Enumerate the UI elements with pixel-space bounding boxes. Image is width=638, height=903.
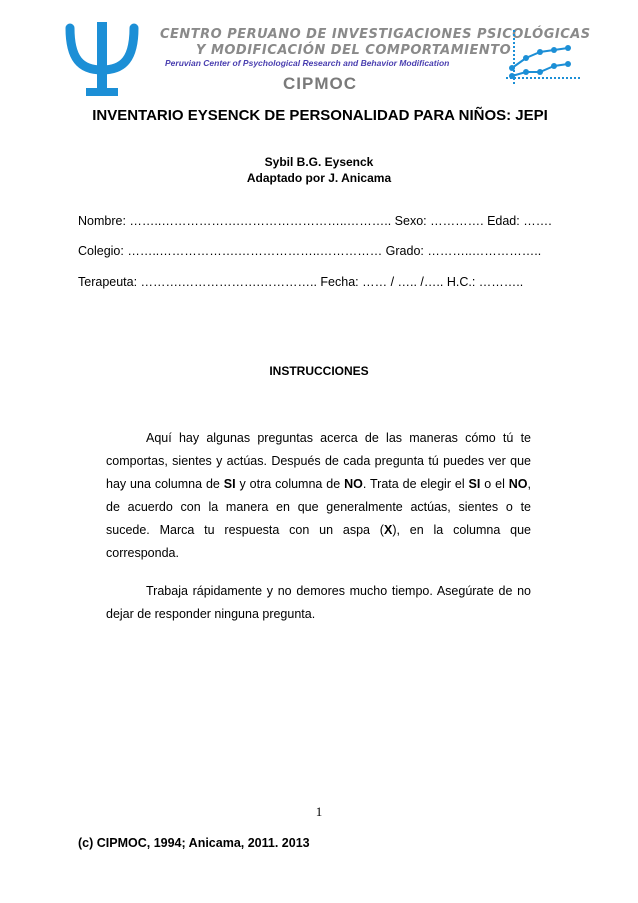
instr-text: Aquí hay algunas preguntas acerca de las maneras cómo tú te comportas, sientes y actúas. Después de cada pregunta tú puedes ver que hay una columna de [106, 431, 531, 491]
org-name-english: Peruvian Center of Psychological Research and Behavior Modification [165, 58, 450, 68]
adapted-by: Adaptado por J. Anicama [246, 171, 392, 185]
si-emphasis: SI [223, 477, 236, 491]
letterhead [0, 0, 638, 100]
instr-text: , de acuerdo con la manera en que generalmente actúas, sientes o te sucede. Marca tu respuesta con un aspa ( [106, 477, 531, 537]
instr-text: y otra columna de [235, 477, 345, 491]
no-emphasis: NO [344, 477, 363, 491]
form-line-terapeuta: Terapeuta: ……….……………….………….. Fecha: …… / ….. /….. H.C.: ……….. [78, 275, 524, 289]
instr-text: . Trata de elegir el [362, 477, 469, 491]
cipmoc-logo-text: CIPMOC [283, 74, 357, 93]
growth-chart-icon [498, 28, 582, 90]
form-line-nombre: Nombre: ……..……………….……………………..……….. Sexo: …………. Edad: ……. [78, 214, 552, 228]
instr-text: ), en la columna que corresponda. [106, 523, 532, 560]
document-title: INVENTARIO EYSENCK DE PERSONALIDAD PARA NIÑOS: JEPI [92, 107, 548, 124]
no-emphasis: NO [508, 477, 528, 491]
author: Sybil B.G. Eysenck [264, 155, 374, 169]
psi-logo-icon [62, 18, 142, 98]
x-emphasis: X [383, 523, 393, 537]
page-number: 1 [315, 804, 323, 819]
instr-text: o el [480, 477, 509, 491]
org-name-line2: Y MODIFICACIÓN DEL COMPORTAMIENTO [196, 43, 512, 58]
form-line-colegio: Colegio: ……..……………….………………..…………… Grado: ………..…………….. [78, 244, 542, 258]
si-emphasis: SI [468, 477, 481, 491]
instr-text: Trabaja rápidamente y no demores mucho tiempo. Asegúrate de no dejar de responder ninguna pregunta. [106, 584, 531, 621]
instructions-paragraph-1 [106, 427, 531, 565]
instructions-paragraph-2 [106, 580, 531, 626]
org-name-line1: CENTRO PERUANO DE INVESTIGACIONES PSICOLÓGICAS [160, 27, 591, 42]
copyright-footer: (c) CIPMOC, 1994; Anicama, 2011. 2013 [78, 836, 310, 850]
instructions-heading: INSTRUCCIONES [269, 364, 369, 378]
